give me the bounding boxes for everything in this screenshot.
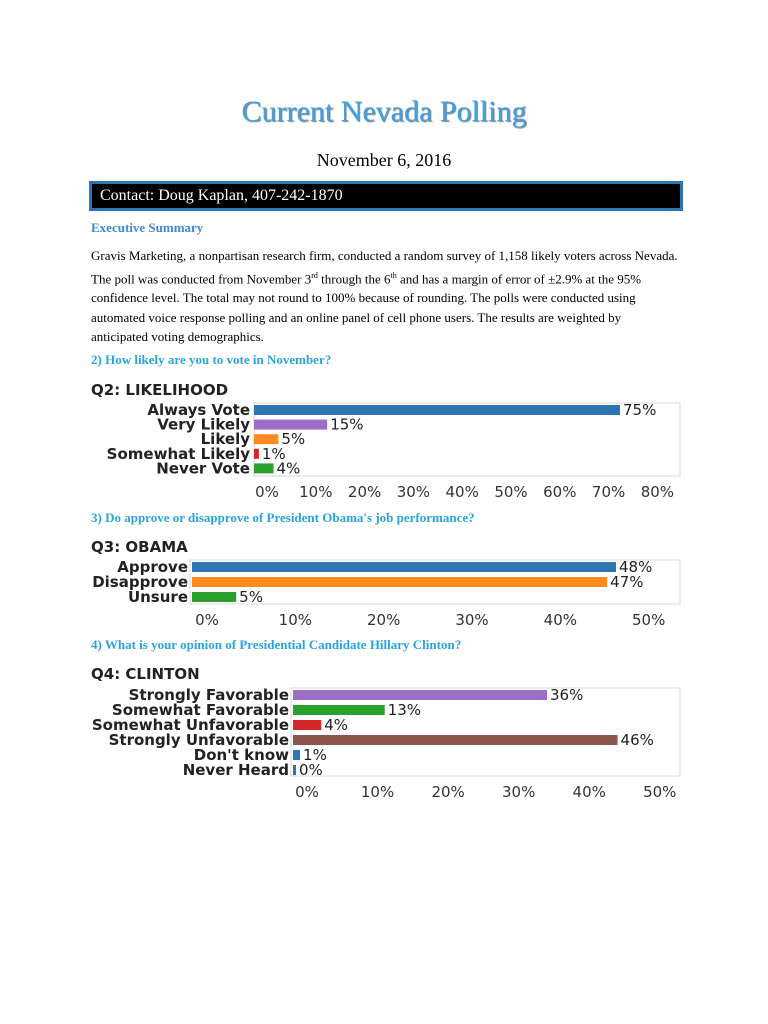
q3-obama-chart [0,552,768,632]
category-label-4: Don't know [193,746,289,764]
summary-part-1: Gravis Marketing, a nonpartisan research firm, conducted a random survey of 1,158 likely voters across Nevada. The poll was conducted from November 3 [91,248,678,286]
data-label-0: 75% [623,401,657,419]
x-tick-label-4: 40% [445,483,479,501]
data-label-1: 47% [610,573,644,591]
q3-chart-title: Q3: OBAMA [91,538,188,556]
x-tick-label-4: 40% [572,783,606,801]
x-tick-label-0: 0% [295,783,319,801]
x-tick-label-5: 50% [494,483,528,501]
bar-5 [293,765,296,775]
data-label-4: 1% [303,746,327,764]
x-tick-label-0: 0% [195,611,219,629]
bar-0 [293,690,547,700]
bar-2 [254,434,278,444]
data-label-0: 48% [619,558,653,576]
category-label-1: Disapprove [92,573,188,591]
x-tick-label-5: 50% [631,611,666,629]
x-tick-label-8: 80% [640,483,675,501]
data-label-3: 46% [620,731,654,749]
bar-4 [254,463,274,473]
bar-1 [254,420,327,430]
summary-part-3: and has a margin of error of ±2.9% at the 95% confidence level. The total may not round to 100% because of rounding. The polls were conducted using automated voice response polling and an online panel of cell phone users. The results are weighted by anticipated voting demographics. [91,270,642,345]
data-label-2: 5% [281,430,306,449]
data-label-3: 1% [261,444,286,463]
category-label-0: Approve [117,558,188,576]
executive-summary-text [91,246,681,347]
x-tick-label-5: 50% [643,783,677,801]
x-tick-label-0: 0% [255,483,279,501]
bar-0 [254,405,620,415]
x-tick-label-3: 30% [501,783,536,801]
category-label-1: Very Likely [157,415,250,434]
bar-1 [293,705,385,715]
summary-sup-rd: rd [311,270,318,280]
category-label-1: Somewhat Favorable [111,701,289,719]
bar-3 [254,449,259,459]
x-tick-label-2: 20% [366,611,401,629]
data-label-0: 36% [550,686,584,704]
bar-0 [192,562,616,572]
bar-2 [293,720,321,730]
x-tick-label-2: 20% [431,783,465,801]
x-tick-label-1: 10% [360,783,395,801]
bar-4 [293,750,300,760]
category-label-5: Never Heard [182,761,289,779]
data-label-1: 15% [330,415,364,434]
data-label-2: 5% [239,588,263,606]
x-tick-label-7: 70% [591,483,626,501]
summary-part-2: through the 6 [317,270,391,286]
executive-summary-heading: Executive Summary [91,220,204,235]
q2-likelihood-chart [0,395,768,505]
category-label-2: Somewhat Unfavorable [91,716,289,734]
x-tick-label-1: 10% [278,611,313,629]
category-label-3: Strongly Unfavorable [108,731,289,749]
q4-question: 4) What is your opinion of Presidential Candidate Hillary Clinton? [91,637,462,652]
category-label-0: Always Vote [147,401,250,419]
bar-1 [192,577,607,587]
q2-chart-title: Q2: LIKELIHOOD [91,381,229,399]
data-label-5: 0% [299,761,323,779]
summary-sup-th: th [390,270,397,280]
report-date: November 6, 2016 [316,150,452,170]
category-label-0: Strongly Favorable [128,686,289,704]
page-title: Current Nevada Polling [241,95,527,128]
x-tick-label-2: 20% [347,483,382,501]
category-label-2: Likely [200,430,250,449]
q4-chart-title: Q4: CLINTON [91,665,200,683]
bar-2 [192,592,236,602]
category-label-4: Never Vote [156,459,250,478]
q2-question: 2) How likely are you to vote in November? [91,352,332,367]
x-tick-label-3: 30% [396,483,431,501]
data-label-2: 4% [324,716,349,734]
data-label-4: 4% [276,459,301,478]
x-tick-label-1: 10% [299,483,333,501]
q3-question: 3) Do approve or disapprove of President Obama's job performance? [91,510,475,525]
bar-3 [293,735,618,745]
data-label-1: 13% [387,701,422,719]
category-label-2: Unsure [127,588,188,606]
contact-banner: Contact: Doug Kaplan, 407-242-1870 [89,181,683,211]
x-tick-label-6: 60% [543,483,577,501]
category-label-3: Somewhat Likely [106,444,250,463]
x-tick-label-4: 40% [543,611,578,629]
q4-clinton-chart [0,680,768,805]
x-tick-label-3: 30% [455,611,489,629]
